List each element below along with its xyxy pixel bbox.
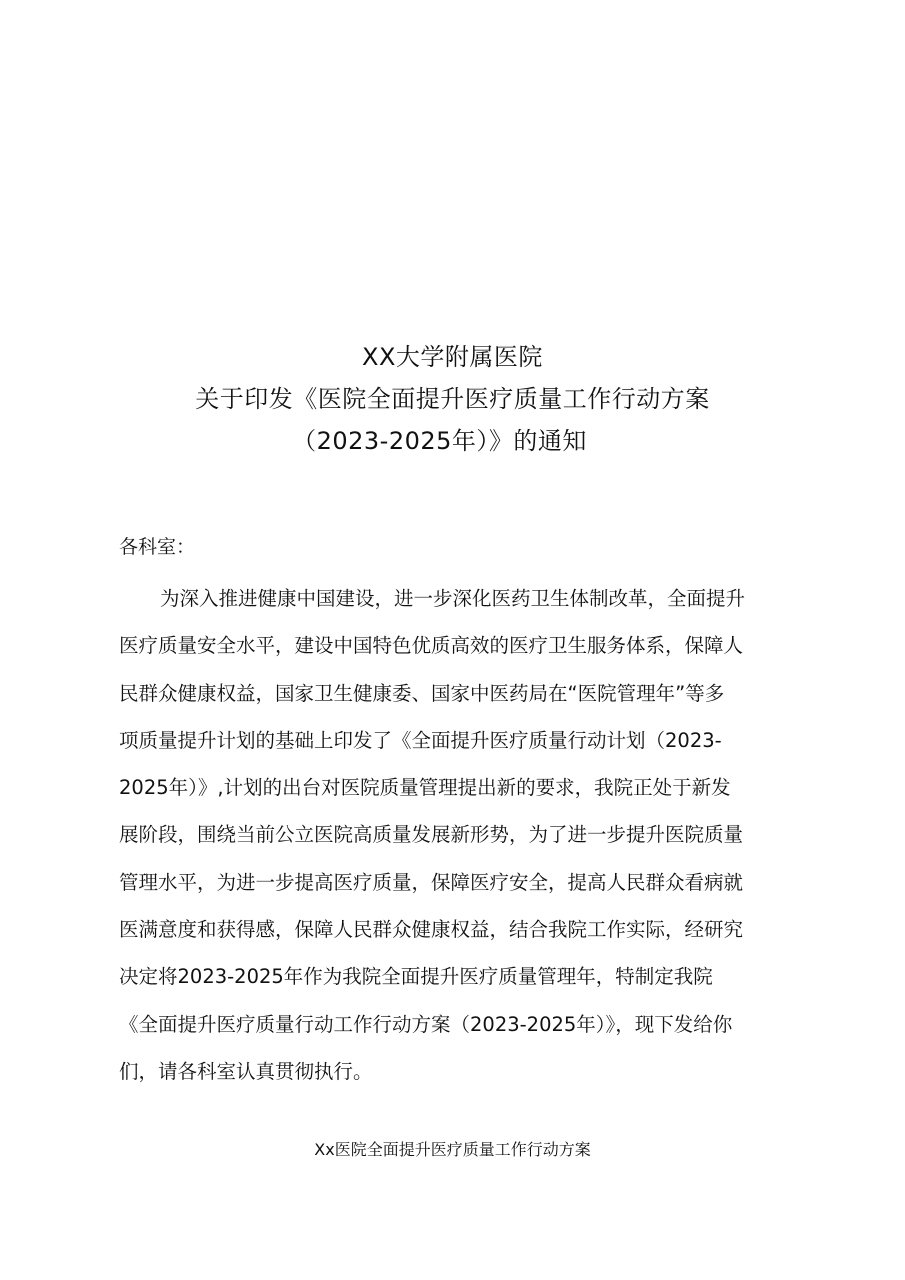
- body-line-3: 民群众健康权益，国家卫生健康委、国家中医药局在“医院管理年”等多: [119, 681, 725, 705]
- body-line-10: 《全面提升医疗质量行动工作行动方案（2023-2025年）》，现下发给你: [119, 1012, 733, 1036]
- body-line-7: 管理水平，为进一步提高医疗质量，保障医疗安全，提高人民群众看病就: [119, 870, 744, 894]
- body-paragraph: [119, 575, 791, 1095]
- body-line-8: 医满意度和获得感，保障人民群众健康权益，结合我院工作实际，经研究: [119, 918, 744, 942]
- document-title: [0, 336, 905, 462]
- body-line-5: 2025年）》,计划的出台对医院质量管理提出新的要求，我院正处于新发: [119, 776, 731, 800]
- section-subheading: Xx医院全面提升医疗质量工作行动方案: [314, 1140, 591, 1159]
- body-line-11: 们，请各科室认真贯彻执行。: [119, 1059, 373, 1083]
- body-line-9: 决定将2023-2025年作为我院全面提升医疗质量管理年，特制定我院: [119, 965, 713, 989]
- body-line-6: 展阶段，围绕当前公立医院高质量发展新形势，为了进一步提升医院质量: [119, 823, 744, 847]
- salutation: 各科室：: [119, 536, 196, 558]
- body-line-2: 医疗质量安全水平，建设中国特色优质高效的医疗卫生服务体系，保障人: [119, 634, 744, 658]
- title-line-2: 关于印发《医院全面提升医疗质量工作行动方案: [195, 385, 710, 413]
- title-line-1: XX大学附属医院: [362, 343, 543, 371]
- body-line-4: 项质量提升计划的基础上印发了《全面提升医疗质量行动计划（2023-: [119, 728, 722, 752]
- body-line-1: 为深入推进健康中国建设，进一步深化医药卫生体制改革，全面提升: [160, 587, 746, 610]
- title-line-3: （2023-2025年）》的通知: [292, 427, 587, 455]
